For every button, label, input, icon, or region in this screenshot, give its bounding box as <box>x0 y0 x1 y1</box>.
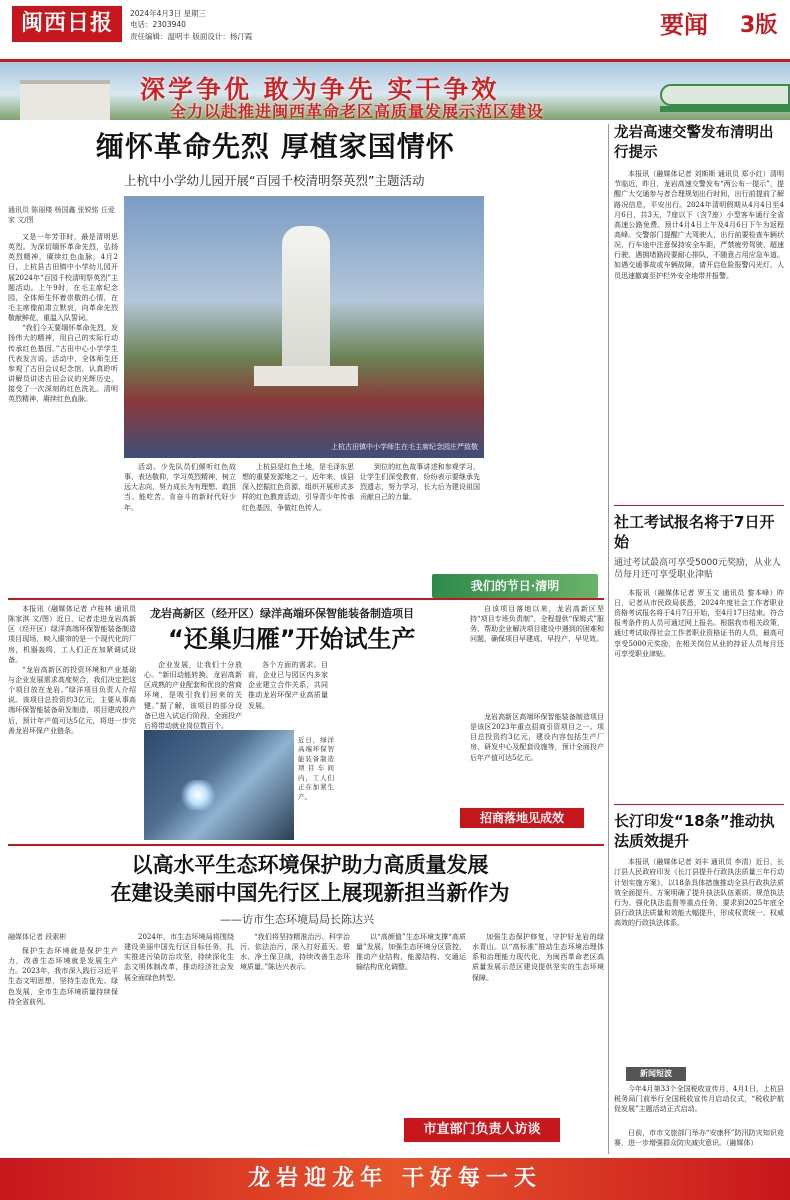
project-paragraph: 本报讯（融媒体记者 卢桂林 通讯员 陈家淇 文/图）近日，记者走进龙岩高新区（经开区）绿洋高端环保智能装备制造项目现场，映入眼帘的是一个现代化的厂房，机器轰鸣，工人们正在加紧调试设备。 <box>8 605 136 664</box>
phone-line: 电话：2303940 <box>130 20 186 30</box>
building-illustration <box>20 80 110 120</box>
right-article-2-body <box>614 588 784 798</box>
project-paragraph: “龙岩高新区的投资环境和产业基础与企业发展需求高度契合，我们决定把这个项目放在龙岩。”绿洋项目负责人介绍说。该项目总投资约3亿元，主要从事高端环保智能装备研发制造，项目建成投产后，预计年产值可达5亿元，将进一步完善龙岩环保产业链条。 <box>8 665 136 735</box>
statue-figure <box>282 226 330 376</box>
interview-column-4 <box>356 932 466 1112</box>
statue-pedestal <box>254 366 358 386</box>
brief-item-1 <box>614 1084 784 1124</box>
lead-photo-caption: 上杭古田镇中小学师生在毛主席纪念园庄严致敬 <box>331 443 478 451</box>
lead-column-2 <box>124 462 236 562</box>
interview-column-1 <box>8 946 118 1150</box>
project-paragraph: 各个方面的需求。目前，企业已与园区内多家企业建立合作关系，共同推动龙岩环保产业高质量发展。 <box>248 661 328 710</box>
right-article-3-paragraph: 本报讯（融媒体记者 刘丰 通讯员 李清）近日，长汀县人民政府印发《长汀县提升行政执法质量三年行动计划实施方案》，以18条具体措施推动全县行政执法质效全面提升。方案明确了提升执法队伍素质、规范执法行为、强化执法监督等重点任务，要求到2025年底全县行政执法质量和效能大幅提升，形成权责统一、权威高效的行政执法体系。 <box>614 858 784 928</box>
divider <box>8 598 604 600</box>
lead-paragraph: 活动。少先队员们倾听红色故事、表达敬仰，学习英烈精神，树立远大志向，努力成长为有理想、敢担当、能吃苦、肯奋斗的新时代好少年。 <box>124 463 236 512</box>
interview-column-5 <box>472 932 604 1112</box>
right-article-3-body <box>614 857 784 1017</box>
lead-paragraph: 到位的红色故事讲述和参观学习，让学生们深受教育，纷纷表示要继承先烈遗志，努力学习，长大后为建设祖国贡献自己的力量。 <box>360 463 480 502</box>
newspaper-logo: 闽西日报 <box>12 6 122 42</box>
project-paragraph: 自该项目落地以来，龙岩高新区坚持“项目专班负责制”，全程提供“保姆式”服务，帮助企业解决项目建设中遇到的困难和问题，确保项目早建成、早投产、早见效。 <box>470 605 604 644</box>
banner-slogan: 深学争优 敢为争先 实干争效 <box>140 75 500 104</box>
project-headline: “还巢归雁”开始试生产 <box>168 625 416 653</box>
interview-headline-2: 在建设美丽中国先行区上展现新担当新作为 <box>110 881 510 905</box>
interview-column-3 <box>240 932 350 1150</box>
divider <box>8 844 604 846</box>
interview-tag: 市直部门负责人访谈 <box>404 1118 560 1142</box>
lead-paragraph: “我们今天要缅怀革命先烈，发扬伟大的精神，用自己的实际行动传承红色基因。”古田中心小学学生代表发言说。活动中，全体师生还参观了古田会议纪念馆，认真聆听讲解员讲述古田会议的光辉历史，接受了一次深刻的红色洗礼。清明英烈精神，赓续红色血脉。 <box>8 324 118 404</box>
date-line: 2024年4月3日 星期三 <box>130 9 207 18</box>
project-column-5 <box>470 712 604 804</box>
interview-paragraph: 2024年，市生态环境局将围绕建设美丽中国先行区目标任务，扎实推进污染防治攻坚，持续深化生态文明体制改革，推动经济社会发展全面绿色转型。 <box>124 933 234 982</box>
right-article-1-title: 龙岩高速交警发布清明出行提示 <box>614 125 774 161</box>
festival-tag <box>432 574 598 598</box>
welding-sparks <box>178 780 218 810</box>
interview-column-2 <box>124 932 234 1150</box>
divider <box>614 505 784 506</box>
campaign-banner <box>0 62 790 120</box>
footer-slogan: 龙岩迎龙年 干好每一天 <box>248 1166 542 1191</box>
project-kicker: 龙岩高新区（经开区）绿洋高端环保智能装备制造项目 <box>150 607 414 620</box>
editor-line: 责任编辑：温明丰 版面设计：杨汀霞 <box>130 31 253 41</box>
interview-byline: 融媒体记者 段素彬 <box>8 933 67 941</box>
railway-illustration <box>660 106 790 112</box>
lead-paragraph: 上杭县是红色土地，是毛泽东思想的重要发源地之一。近年来，该县深入挖掘红色资源，组织开展形式多样的红色教育活动，引导青少年传承红色基因，争做红色传人。 <box>242 463 354 512</box>
divider <box>614 804 784 805</box>
lead-byline: 通讯员 陈丽楼 杨国鑫 张锐铭 丘爱家 文/图 <box>8 206 115 225</box>
project-column-3 <box>248 660 328 730</box>
lead-column-1 <box>8 232 118 652</box>
banner-subslogan: 全力以赴推进闽西革命老区高质量发展示范区建设 <box>170 102 545 120</box>
interview-subheadline: ——访市生态环境局局长陈达兴 <box>220 913 374 926</box>
interview-paragraph: 加强生态保护修复，守护好龙岩的绿水青山。以“高标准”推动生态环境治理体系和治理能力现代化，为闽西革命老区高质量发展示范区建设提供坚实的生态环境保障。 <box>472 933 604 982</box>
page-number: 3版 <box>740 13 778 38</box>
project-column-4 <box>470 604 604 708</box>
project-photo-caption: 近日，绿洋高端环保智能装备制造项目车间内，工人们正在加紧生产。 <box>298 736 334 801</box>
right-article-2-subtitle: 通过考试最高可享受5000元奖励，从业人员每月还可享受职业津贴 <box>614 557 781 581</box>
lead-column-3 <box>242 462 354 562</box>
right-article-2-title: 社工考试报名将于7日开始 <box>614 513 775 552</box>
footer-banner <box>0 1158 790 1200</box>
project-photo <box>144 730 294 840</box>
brief-item-2 <box>614 1128 784 1156</box>
lead-column-4 <box>360 462 480 562</box>
project-paragraph: 龙岩高新区高端环保智能装备制造项目是该区2023年重点招商引资项目之一。项目总投资约3亿元，建设内容包括生产厂房、研发中心及配套设施等，预计全面投产后年产值可达5亿元。 <box>470 713 604 762</box>
project-paragraph: 企业发展，让我们十分放心。“新旧动能转换，龙岩高新区成熟的产业配套和优良的营商环境，是吸引我们回来的关键。”据了解，该项目的部分设备已进入试运行阶段，全面投产后将带动就业岗位数百个。 <box>144 661 242 730</box>
lead-subheadline: 上杭中小学幼儿园开展“百园千校清明祭英烈”主题活动 <box>124 173 425 188</box>
lead-headline: 缅怀革命先烈 厚植家国情怀 <box>96 130 455 163</box>
interview-headline-1: 以高水平生态环境保护助力高质量发展 <box>131 853 489 877</box>
masthead <box>0 0 790 62</box>
project-tag: 招商落地见成效 <box>460 808 584 828</box>
interview-paragraph: 以“高颜值”生态环境支撑“高质量”发展，加强生态环境分区管控，推动产业结构、能源结构、交通运输结构优化调整。 <box>356 933 466 972</box>
brief-text: 今年4月第33个全国税收宣传月，4月1日，上杭县税务局门前举行全国税收宣传月启动仪式，“税收护航促发展”主题活动正式启动。 <box>614 1085 784 1114</box>
right-article-3-title: 长汀印发“18条”推动执法质效提升 <box>614 811 775 851</box>
section-name: 要闻 <box>660 11 708 39</box>
interview-paragraph: 保护生态环境就是保护生产力，改善生态环境就是发展生产力。2023年，我市深入践行习近平生态文明思想，坚持生态优先、绿色发展，全市生态环境质量持续保持全省前列。 <box>8 947 118 1006</box>
lead-photo <box>124 196 484 458</box>
lead-paragraph: 又是一年芳菲时，最是清明思英烈。为深切缅怀革命先烈，弘扬英烈精神，赓续红色血脉，4月2日，上杭县古田镇中小学幼儿园开展2024年“百园千校清明祭英烈”主题活动。上午9时，在毛主席纪念园，全体师生怀着崇敬的心情，在毛主席像前肃立默哀，向革命先烈敬献鲜花，重温入队誓词。 <box>8 233 118 323</box>
interview-paragraph: “我们将坚持精准治污、科学治污、依法治污，深入打好蓝天、碧水、净土保卫战，持续改善生态环境质量。”陈达兴表示。 <box>240 933 350 972</box>
festival-tag-text: 我们的节日·清明 <box>470 579 560 593</box>
right-column <box>614 124 784 1017</box>
train-illustration <box>660 84 790 106</box>
brief-text: 日前，市市文旅部门举办“安康杯”防汛防灾知识竞赛，进一步增强群众防灾减灾意识。（融媒体） <box>614 1129 784 1148</box>
project-column-1 <box>8 604 136 840</box>
right-article-2-paragraph: 本报讯（融媒体记者 罗玉文 通讯员 黎本峰）昨日，记者从市民政局获悉，2024年度社会工作者职业资格考试报名将于4月7日开始，至4月17日结束。符合报考条件的人员可通过网上报名。根据我市相关政策，通过考试取得社会工作者职业资格证书的人员，最高可享受5000元奖励，在相关岗位从业的持证人员每月还可享受职业津贴。 <box>614 588 784 658</box>
column-divider <box>608 124 609 1154</box>
right-article-1-paragraph: 本报讯（融媒体记者 刘斯斯 通讯员 郑小红）清明节临近，昨日，龙岩高速交警发布“两公布一提示”，提醒广大交通参与者合理规划出行时间，出行前提前了解路况信息，平安出行。2024年清明假期从4月4日至4月6日，共3天，7座以下（含7座）小型客车通行全省高速公路免费。预计4月4日上午及4月6日下午为返程高峰。交警部门提醒广大驾驶人，出行前要检查车辆状况，行车途中注意保持安全车距，严禁疲劳驾驶、超速行驶，遇拥堵路段要耐心排队，不随意占用应急车道。如遇交通事故或车辆故障，请开启危险报警闪光灯，人员迅速撤离至护栏外安全地带并报警。 <box>614 170 784 280</box>
masthead-info <box>130 8 252 42</box>
right-article-1-body <box>614 169 784 499</box>
news-brief-tag: 新闻短波 <box>626 1067 686 1081</box>
